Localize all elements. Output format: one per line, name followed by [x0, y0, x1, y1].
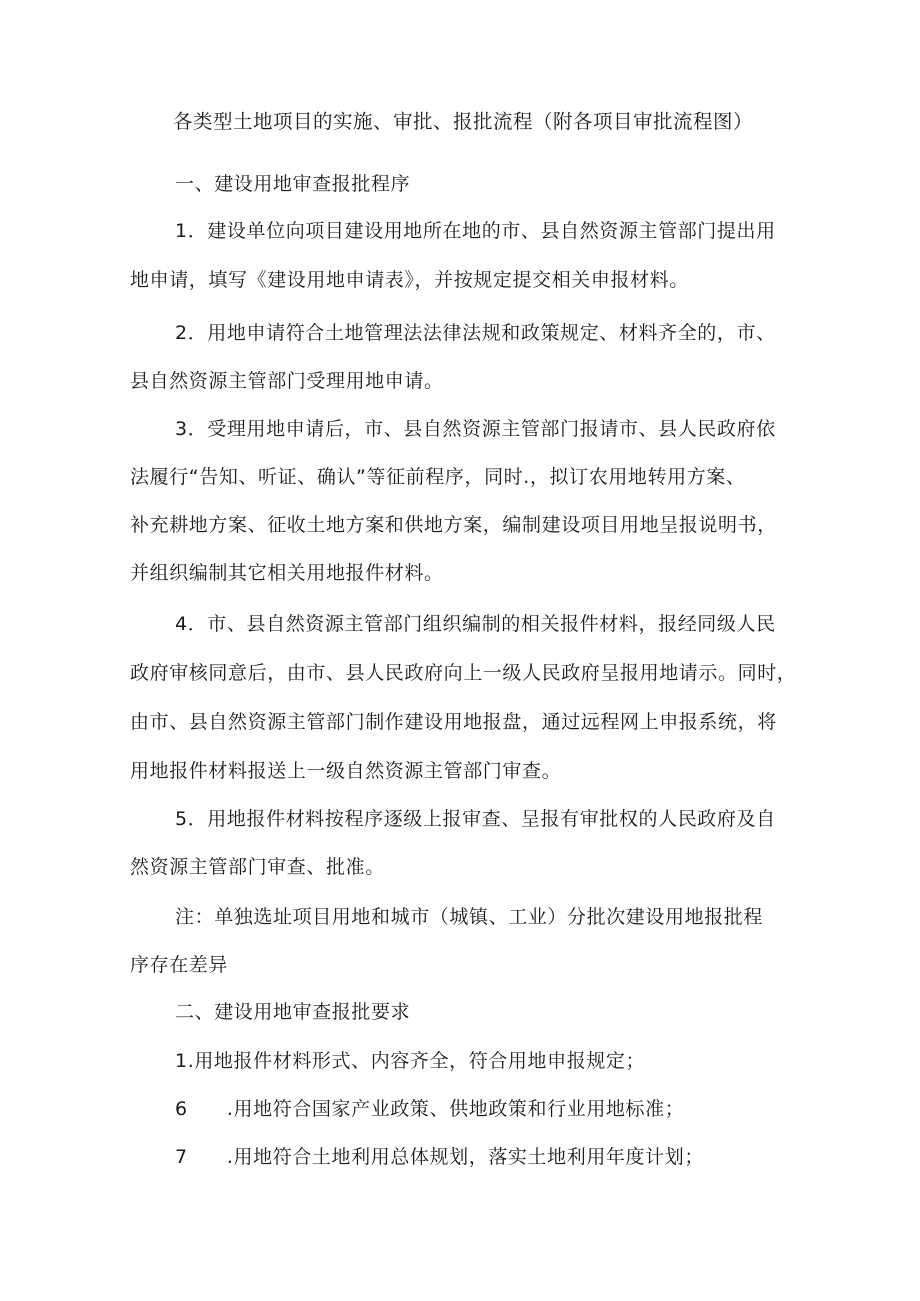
paragraph-item-3-line-3: 补充耕地方案、征收土地方案和供地方案，编制建设项目用地呈报说明书，: [130, 514, 777, 536]
section-heading-2: 二、建设用地审查报批要求: [175, 1001, 411, 1023]
paragraph-item-4-line-4: 用地报件材料报送上一级自然资源主管部门审查。: [130, 760, 562, 782]
note-line-2: 序存在差异: [130, 954, 229, 976]
note-line-1: 注：单独选址项目用地和城市（城镇、工业）分批次建设用地报批程: [175, 906, 764, 928]
paragraph-item-4-line-1: 4．市、县自然资源主管部门组织编制的相关报件材料，报经同级人民: [175, 613, 776, 635]
paragraph-item-4-line-2: 政府审核同意后，由市、县人民政府向上一级人民政府呈报用地请示。同时，: [130, 662, 797, 684]
paragraph-item-5-line-1: 5．用地报件材料按程序逐级上报审查、呈报有审批权的人民政府及自: [175, 808, 776, 830]
paragraph-item-1-line-1: 1．建设单位向项目建设用地所在地的市、县自然资源主管部门提出用: [175, 220, 776, 242]
paragraph-item-2-line-2: 县自然资源主管部门受理用地申请。: [130, 370, 444, 392]
requirement-item-7: 7 .用地符合土地利用总体规划，落实土地利用年度计划；: [175, 1146, 704, 1168]
requirement-item-1: 1.用地报件材料形式、内容齐全，符合用地申报规定；: [175, 1050, 646, 1072]
paragraph-item-3-line-2: 法履行“告知、听证、确认”等征前程序，同时.，拟订农用地转用方案、: [130, 466, 746, 488]
paragraph-item-3-line-4: 并组织编制其它相关用地报件材料。: [130, 562, 444, 584]
paragraph-item-5-line-2: 然资源主管部门审查、批准。: [130, 856, 385, 878]
requirement-item-6: 6 .用地符合国家产业政策、供地政策和行业用地标准；: [175, 1098, 685, 1120]
paragraph-item-2-line-1: 2．用地申请符合土地管理法法律法规和政策规定、材料齐全的，市、: [175, 322, 776, 344]
paragraph-item-1-line-2: 地申请，填写《建设用地申请表》，并按规定提交相关申报材料。: [130, 269, 689, 291]
section-heading-1: 一、建设用地审查报批程序: [175, 173, 411, 195]
page-title: 各类型土地项目的实施、审批、报批流程（附各项目审批流程图）: [173, 110, 754, 133]
paragraph-item-4-line-3: 由市、县自然资源主管部门制作建设用地报盘，通过远程网上申报系统，将: [130, 711, 777, 733]
paragraph-item-3-line-1: 3．受理用地申请后，市、县自然资源主管部门报请市、县人民政府依: [175, 418, 776, 440]
